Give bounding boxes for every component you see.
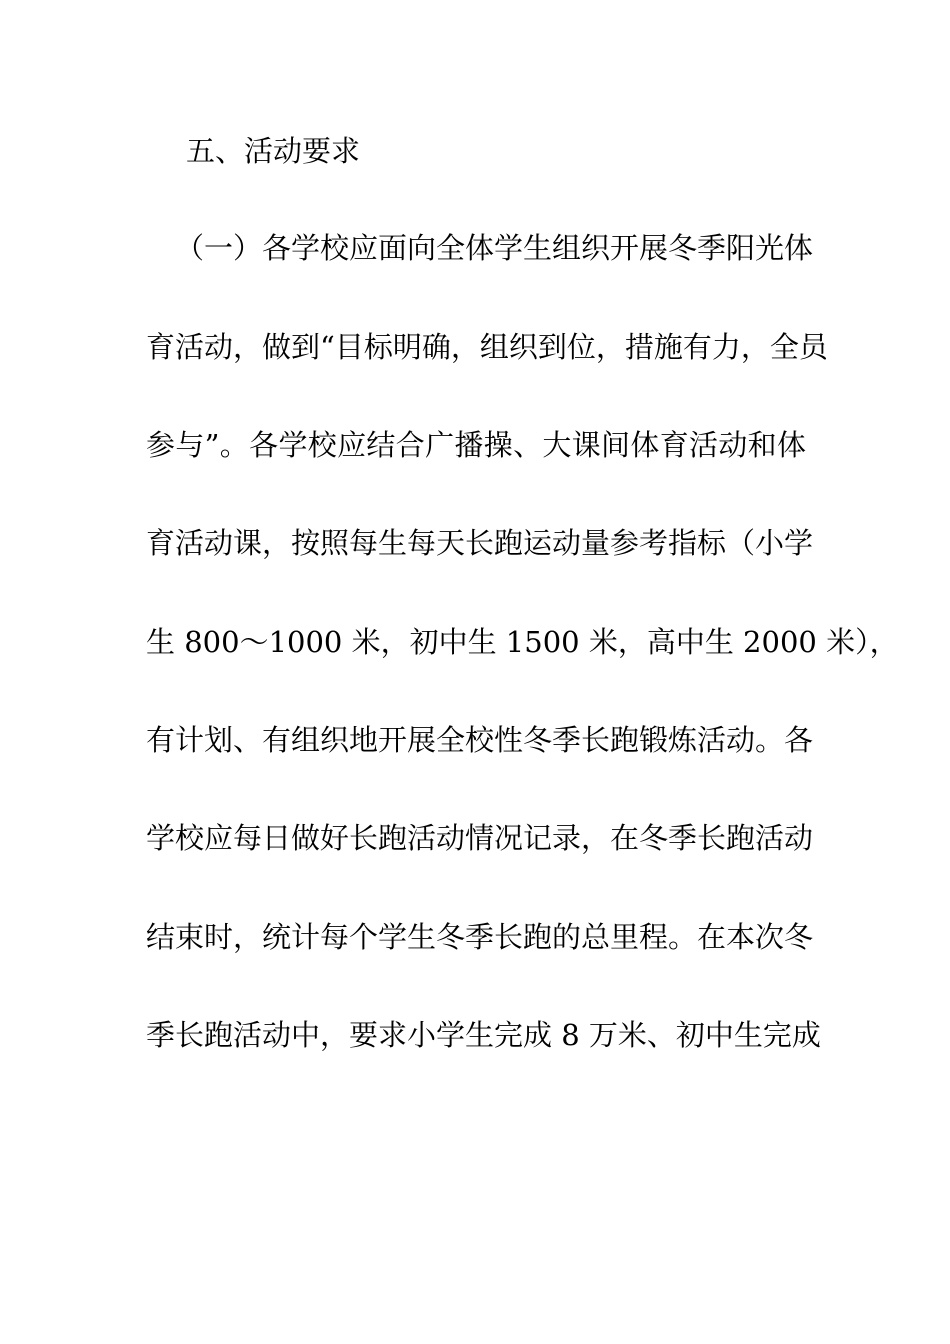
paragraph-line: 生 800～1000 米，初中生 1500 米，高中生 2000 米）， [146,625,899,659]
paragraph-line: （一）各学校应面向全体学生组织开展冬季阳光体 [175,231,814,265]
paragraph-line: 育活动课，按照每生每天长跑运动量参考指标（小学 [146,526,814,560]
paragraph-line: 有计划、有组织地开展全校性冬季长跑锻炼活动。各 [146,723,814,757]
section-heading: 五、活动要求 [186,134,361,168]
paragraph-line: 育活动，做到“目标明确，组织到位，措施有力，全员 [146,330,828,364]
paragraph-line: 结束时，统计每个学生冬季长跑的总里程。在本次冬 [146,920,814,954]
paragraph-line: 学校应每日做好长跑活动情况记录，在冬季长跑活动 [146,821,814,855]
paragraph-line: 参与”。各学校应结合广播操、大课间体育活动和体 [146,428,806,462]
paragraph-line: 季长跑活动中，要求小学生完成 8 万米、初中生完成 [146,1018,821,1052]
